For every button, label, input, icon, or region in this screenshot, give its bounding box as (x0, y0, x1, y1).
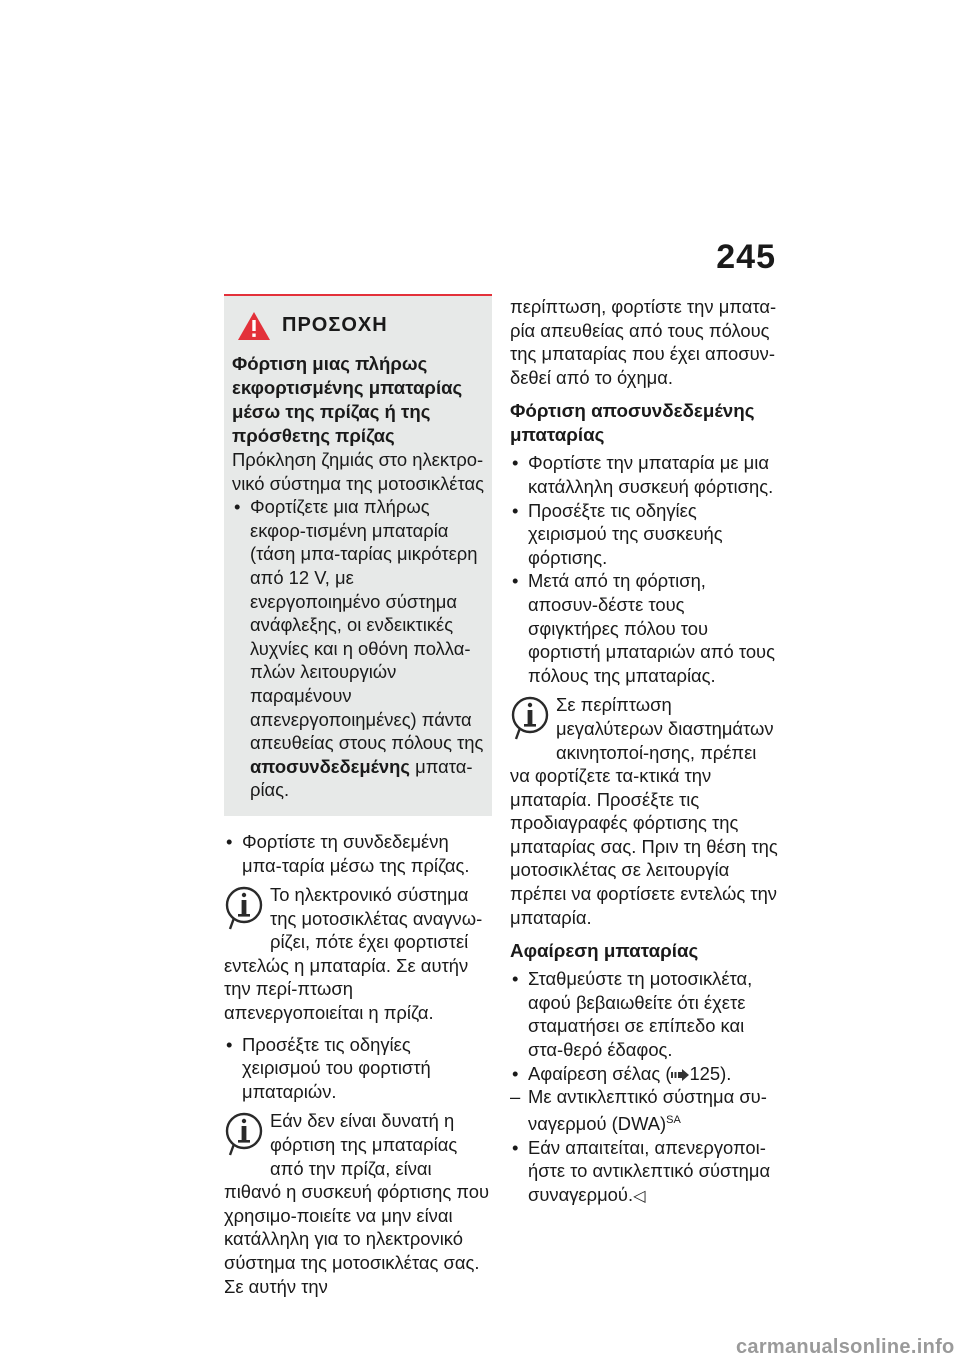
list-item (510, 1062, 780, 1086)
special-equipment-mark: SA (666, 1113, 681, 1126)
info-icon (510, 695, 550, 743)
info-note (510, 693, 780, 929)
condition-item (510, 1085, 780, 1135)
watermark: carmanualsonline.info (736, 1336, 955, 1358)
list-item: • Φορτίστε τη συνδεδεμένη μπα-ταρία μέσω της πρίζας. (224, 830, 492, 877)
warning-box (224, 294, 492, 816)
list-item: • Φορτίστε την μπαταρία με μια κατάλληλη συσκευή φόρτισης. (510, 451, 780, 498)
list-item: • Προσέξτε τις οδηγίες χειρισμού της συσκευής φόρτισης. (510, 499, 780, 570)
warning-subheading: Πρόκληση ζημιάς στο ηλεκτρο-νικό σύστημα της μοτοσικλέτας (232, 449, 484, 494)
info-icon (224, 885, 264, 933)
list-item-text: Αφαίρεση σέλας ( (528, 1062, 672, 1084)
list-item: • Μετά από τη φόρτιση, αποσυν-δέστε τους σφιγκτήρες πόλου του φορτιστή μπαταριών από τους πόλους της μπαταρίας. (510, 569, 780, 687)
condition-text: Με αντικλεπτικό σύστημα συ-ναγερμού (DWA) (528, 1086, 767, 1134)
list-item-text: ). (720, 1062, 732, 1084)
list-item-text: Εάν απαιτείται, απενεργοποι-ήστε το αντικλεπτικό σύστημα συναγερμού. (528, 1136, 771, 1205)
left-column (224, 294, 492, 1306)
continued-text: περίπτωση, φορτίστε την μπατα-ρία απευθείας από τους πόλους της μπαταρίας που έχει αποσυν-δεθεί από το όχημα. (510, 296, 777, 388)
list-item: • Σταθμεύστε τη μοτοσικλέτα, αφού βεβαιωθείτε ότι έχετε σταματήσει σε επίπεδο και στα-θερό έδαφος. (510, 967, 780, 1061)
info-note (224, 1109, 492, 1298)
note-text: Το ηλεκτρονικό σύστημα της μοτοσικλέτας αναγνω-ρίζει, πότε έχει φορτιστεί εντελώς η μπαταρία. Σε αυτήν την περί-πτωση απενεργοποιείται η πρίζα. (224, 884, 483, 1024)
warning-bullet (232, 495, 484, 802)
warning-bullet-text: Φορτίζετε μια πλήρως εκφορ-τισμένη μπαταρία (τάση μπα-ταρίας μικρότερη από 12 V, με ενεργοποιημένο σύστημα ανάφλεξης, οι ενδεικτικές λυχνίες και η οθόνη πολλα-πλών λειτουργιών παραμένουν απενεργοποιημένες) πάντα απευθείας στους πόλους της (250, 496, 484, 754)
list-item: • Προσέξτε τις οδηγίες χειρισμού του φορτιστή μπαταριών. (224, 1033, 492, 1104)
right-column (510, 295, 780, 1208)
note-text: Εάν δεν είναι δυνατή η φόρτιση της μπαταρίας από την πρίζα, είναι πιθανό η συσκευή φόρτισης που χρησιμο-ποιείτε να μην είναι κατάλληλη για το ηλεκτρονικό σύστημα της μοτοσικλέτας σας. Σε αυτήν την (224, 1110, 490, 1297)
page-reference-arrow-icon (671, 1069, 689, 1081)
page-reference-link[interactable]: 125 (689, 1062, 721, 1084)
section-heading-charge-disconnected: Φόρτιση αποσυνδεδεμένης μπαταρίας (510, 400, 755, 446)
warning-bullet-end: μπατα-ρίας. (250, 755, 473, 801)
warning-heading: Φόρτιση μιας πλήρως εκφορτισμένης μπαταρίας μέσω της πρίζας ή της πρόσθετης πρίζας (232, 353, 463, 446)
list-item (510, 1136, 780, 1209)
warning-header (232, 310, 484, 342)
warning-title: ΠΡΟΣΟΧΗ (282, 314, 388, 337)
info-icon (224, 1111, 264, 1159)
section-heading-remove-battery: Αφαίρεση μπαταρίας (510, 940, 699, 962)
warning-bullet-bold: αποσυνδεδεμένης (250, 755, 410, 777)
info-note (224, 883, 492, 1025)
note-text: Σε περίπτωση μεγαλύτερων διαστημάτων ακινητοποί-ησης, πρέπει να φορτίζετε τα-κτικά την μπαταρία. Προσέξτε τις προδιαγραφές φόρτισης της μπαταρίας σας. Πριν τη θέση της μοτοσικλέτας σε λειτουργία πρέπει να φορτίσετε εντελώς την μπαταρία. (510, 694, 778, 928)
section-end-mark: ◁ (633, 1187, 646, 1205)
warning-triangle-icon (236, 310, 272, 342)
page-number: 245 (716, 238, 776, 276)
